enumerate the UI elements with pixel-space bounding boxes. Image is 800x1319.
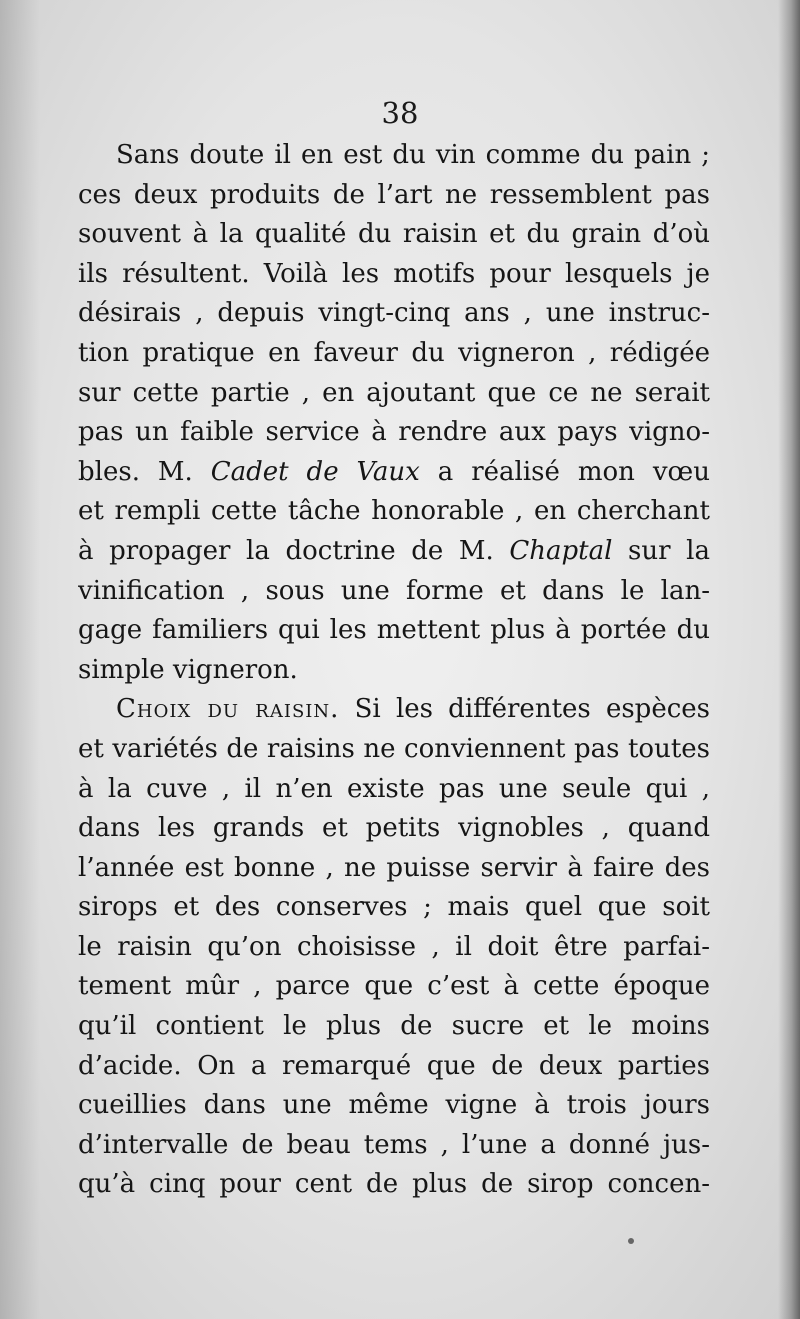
ink-spot [628,1238,634,1244]
text-line: l’année est bonne , ne puisse servir à faire des [78,852,710,883]
text-fragment: sur la [612,535,710,566]
text-fragment: à propager la doctrine de M. [78,535,510,566]
text-line: désirais , depuis vingt-cinq ans , une instruc- [78,298,710,329]
text-line: ils résultent. Voilà les motifs pour lesquels je [78,258,710,289]
page-edge-shadow [778,0,800,1319]
text-line: dans les grands et petits vignobles , quand [78,813,710,844]
text-line: sur cette partie , en ajoutant que ce ne serait [78,377,710,408]
page-gutter-shadow [0,0,40,1319]
text-fragment: a réalisé mon vœu [419,456,710,487]
text-line: gage familiers qui les mettent plus à portée du [78,615,710,646]
text-line: simple vigneron. [78,654,298,685]
text-line: tion pratique en faveur du vigneron , rédigée [78,337,710,368]
text-line: vinification , sous une forme et dans le lan- [78,575,710,606]
text-line: qu’à cinq pour cent de plus de sirop concen- [78,1169,710,1200]
text-line: d’intervalle de beau tems , l’une a donné jus- [78,1129,710,1160]
text-line: d’acide. On a remarqué que de deux parties [78,1050,710,1081]
page-number: 38 [381,96,419,130]
text-line [78,532,710,572]
text-line: cueillies dans une même vigne à trois jours [78,1090,710,1121]
text-line: sirops et des conserves ; mais quel que soit [78,892,710,923]
text-line: Sans doute il en est du vin comme du pain ; [116,140,710,170]
text-fragment: Si les différentes espèces [339,694,710,725]
text-line [78,453,710,493]
text-line: à la cuve , il n’en existe pas une seule qui , [78,773,710,804]
section-heading: Choix du raisin. [116,694,340,725]
text-line: ces deux produits de l’art ne ressemblent pas [78,179,710,210]
text-line: et variétés de raisins ne conviennent pas toutes [78,733,710,764]
text-line: pas un faible service à rendre aux pays vigno- [78,417,710,448]
text-line: qu’il contient le plus de sucre et le moins [78,1011,710,1042]
author-name-italic: Cadet de Vaux [210,456,420,487]
text-line: tement mûr , parce que c’est à cette époque [78,971,710,1002]
author-name-italic: Chaptal [509,535,613,566]
text-line: le raisin qu’on choisisse , il doit être parfai- [78,931,710,962]
text-line [78,690,710,730]
text-fragment: bles. M. [78,456,211,487]
text-line: et rempli cette tâche honorable , en cherchant [78,496,710,527]
body-text [78,136,710,1205]
text-line: souvent à la qualité du raisin et du grain d’où [78,219,710,250]
